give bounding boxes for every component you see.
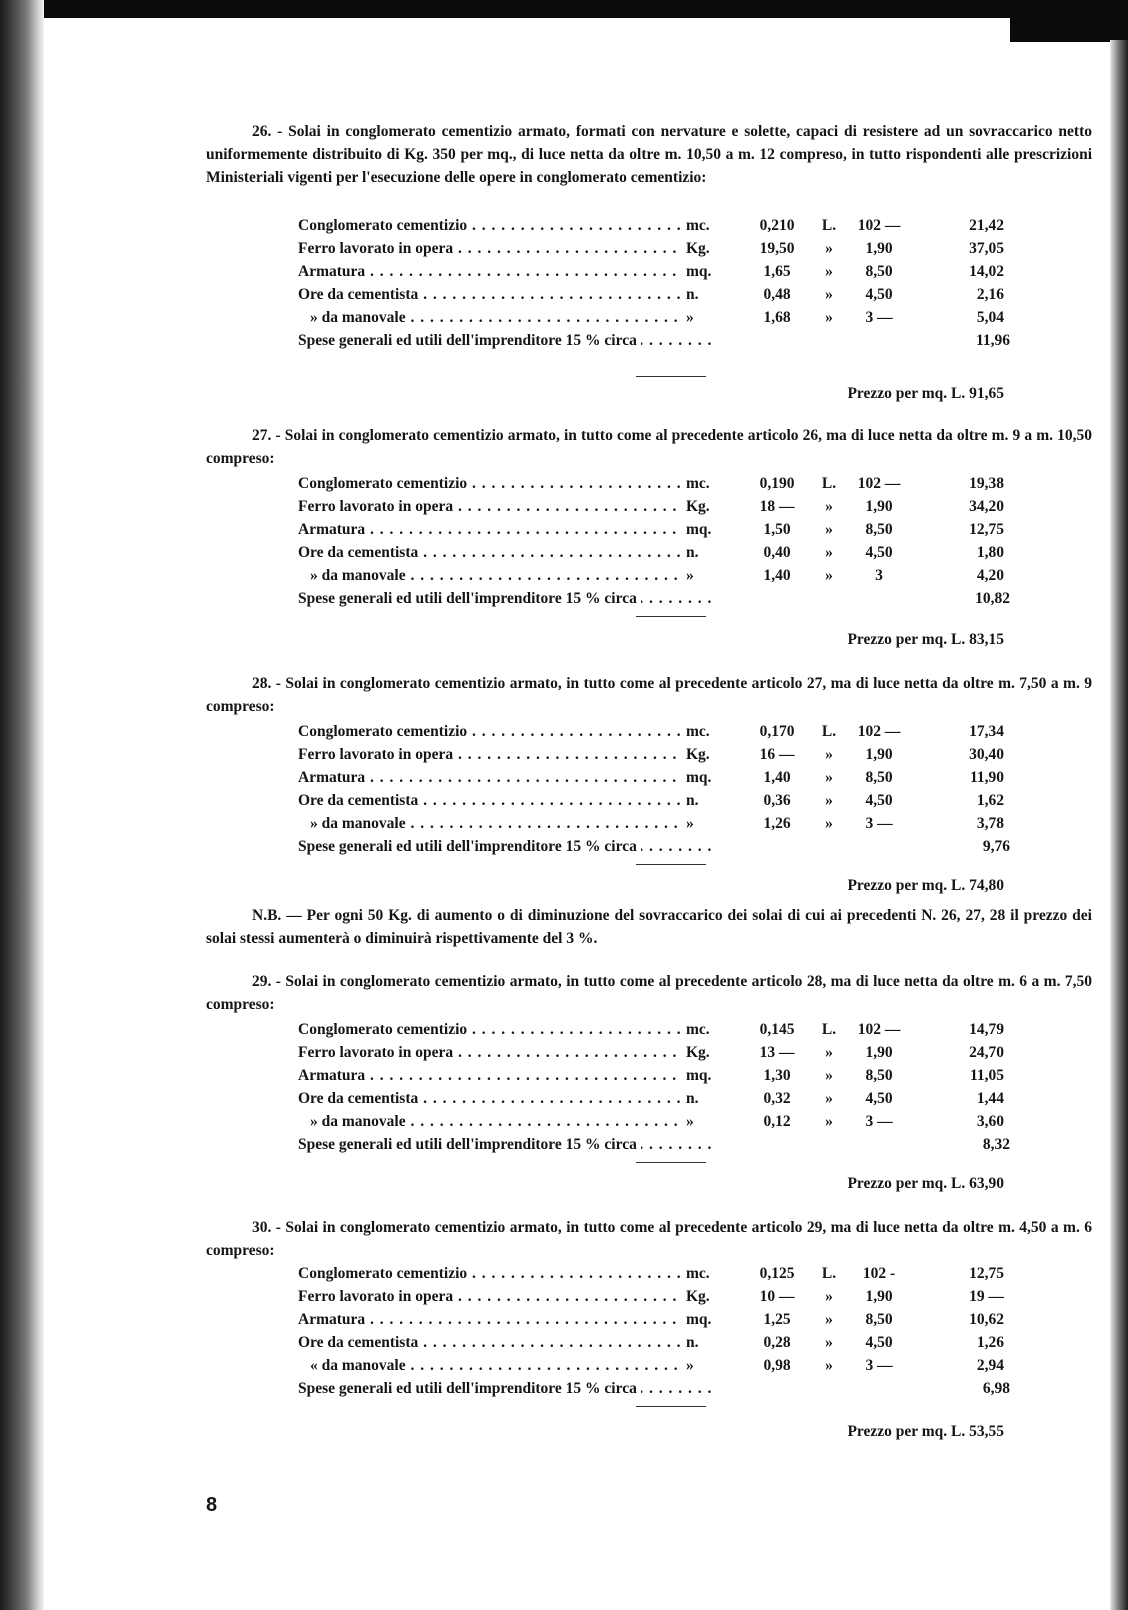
cost-row: » da manovale . . . » 1,40 » 3 4,20 xyxy=(298,564,1092,587)
cost-row: Ore da cementista . . . n. 0,36 » 4,50 1,62 xyxy=(298,789,1092,812)
cost-row: Ferro lavorato in opera . . . Kg. 16 — » 1,90 30,40 xyxy=(298,743,1092,766)
cost-row: Ferro lavorato in opera . . . Kg. 18 — » 1,90 34,20 xyxy=(298,495,1092,518)
overhead-row: Spese generali ed utili dell'imprenditore 15 % circa . . . 8,32 xyxy=(298,1133,1092,1156)
cost-row: Armatura . . . mq. 1,65 » 8,50 14,02 xyxy=(298,260,1092,283)
price-adjustment-note: N.B. — Per ogni 50 Kg. di aumento o di diminuzione del sovraccarico dei solai di cui ai precedenti N. 26, 27, 28 il prezzo dei solai stessi aumenterà o diminuirà rispettivamente del 3 %. xyxy=(206,907,1092,947)
cost-row: Conglomerato cementizio . . . mc. 0,170 L. 102 — 17,34 xyxy=(298,720,1092,743)
sum-rule xyxy=(636,1162,706,1163)
article-27-price: Prezzo per mq. L. 83,15 xyxy=(847,631,1004,648)
cost-row: Conglomerato cementizio . . . mc. 0,125 L. 102 - 12,75 xyxy=(298,1262,1092,1285)
cost-row: Armatura . . . mq. 1,50 » 8,50 12,75 xyxy=(298,518,1092,541)
cost-row: Armatura . . . mq. 1,30 » 8,50 11,05 xyxy=(298,1064,1092,1087)
sum-rule xyxy=(636,864,706,865)
cost-row: « da manovale . . . » 0,98 » 3 — 2,94 xyxy=(298,1354,1092,1377)
sum-rule xyxy=(636,1406,706,1407)
cost-row: Armatura . . . mq. 1,25 » 8,50 10,62 xyxy=(298,1308,1092,1331)
overhead-row: Spese generali ed utili dell'imprenditore 15 % circa . . . 10,82 xyxy=(298,587,1092,610)
cost-row: Ferro lavorato in opera . . . Kg. 10 — » 1,90 19 — xyxy=(298,1285,1092,1308)
article-29-cost-table xyxy=(298,1018,1092,1156)
article-30-cost-table xyxy=(298,1262,1092,1400)
cost-row: Conglomerato cementizio . . . mc. 0,190 L. 102 — 19,38 xyxy=(298,472,1092,495)
cost-row: Ore da cementista . . . n. 0,48 » 4,50 2,16 xyxy=(298,283,1092,306)
article-28-price: Prezzo per mq. L. 74,80 xyxy=(847,877,1004,894)
article-26-price: Prezzo per mq. L. 91,65 xyxy=(847,385,1004,402)
article-29-price: Prezzo per mq. L. 63,90 xyxy=(847,1175,1004,1192)
article-29-intro: 29. - Solai in conglomerato cementizio armato, in tutto come al precedente articolo 28, ma di luce netta da oltre m. 6 a m. 7,50 compreso: xyxy=(206,973,1092,1013)
article-30-intro: 30. - Solai in conglomerato cementizio armato, in tutto come al precedente articolo 29, ma di luce netta da oltre m. 4,50 a m. 6 compreso: xyxy=(206,1219,1092,1259)
cost-row: Conglomerato cementizio . . . mc. 0,210 L. 102 — 21,42 xyxy=(298,214,1092,237)
article-27-intro: 27. - Solai in conglomerato cementizio armato, in tutto come al precedente articolo 26, ma di luce netta da oltre m. 9 a m. 10,50 compreso: xyxy=(206,427,1092,467)
cost-row: Conglomerato cementizio . . . mc. 0,145 L. 102 — 14,79 xyxy=(298,1018,1092,1041)
sum-rule xyxy=(636,376,706,377)
overhead-row: Spese generali ed utili dell'imprenditore 15 % circa . . . 6,98 xyxy=(298,1377,1092,1400)
cost-row: » da manovale . . . » 1,26 » 3 — 3,78 xyxy=(298,812,1092,835)
cost-row: Armatura . . . mq. 1,40 » 8,50 11,90 xyxy=(298,766,1092,789)
overhead-row: Spese generali ed utili dell'imprenditore 15 % circa . . . 11,96 xyxy=(298,329,1092,352)
sum-rule xyxy=(636,616,706,617)
cost-row: Ferro lavorato in opera . . . Kg. 19,50 » 1,90 37,05 xyxy=(298,237,1092,260)
article-26-cost-table xyxy=(298,214,1092,352)
overhead-row: Spese generali ed utili dell'imprenditore 15 % circa . . . 9,76 xyxy=(298,835,1092,858)
article-28-cost-table xyxy=(298,720,1092,858)
cost-row: » da manovale . . . » 0,12 » 3 — 3,60 xyxy=(298,1110,1092,1133)
cost-row: Ore da cementista . . . n. 0,28 » 4,50 1,26 xyxy=(298,1331,1092,1354)
cost-row: Ore da cementista . . . n. 0,32 » 4,50 1,44 xyxy=(298,1087,1092,1110)
cost-row: Ore da cementista . . . n. 0,40 » 4,50 1,80 xyxy=(298,541,1092,564)
article-27-cost-table xyxy=(298,472,1092,610)
article-26-intro: 26. - Solai in conglomerato cementizio armato, formati con nervature e solette, capaci di resistere ad un sovraccarico netto uniformemente distribuito di Kg. 350 per mq., di luce netta da oltre m. 10,50 a m. 12 compreso, in tutto rispondenti alle prescrizioni Ministeriali vigenti per l'esecuzione delle opere in conglomerato cementizio: xyxy=(206,123,1092,186)
cost-row: Ferro lavorato in opera . . . Kg. 13 — » 1,90 24,70 xyxy=(298,1041,1092,1064)
cost-row: » da manovale . . . » 1,68 » 3 — 5,04 xyxy=(298,306,1092,329)
page-number: 8 xyxy=(206,1494,218,1516)
article-30-price: Prezzo per mq. L. 53,55 xyxy=(847,1423,1004,1440)
article-28-intro: 28. - Solai in conglomerato cementizio armato, in tutto come al precedente articolo 27, ma di luce netta da oltre m. 7,50 a m. 9 compreso: xyxy=(206,675,1092,715)
